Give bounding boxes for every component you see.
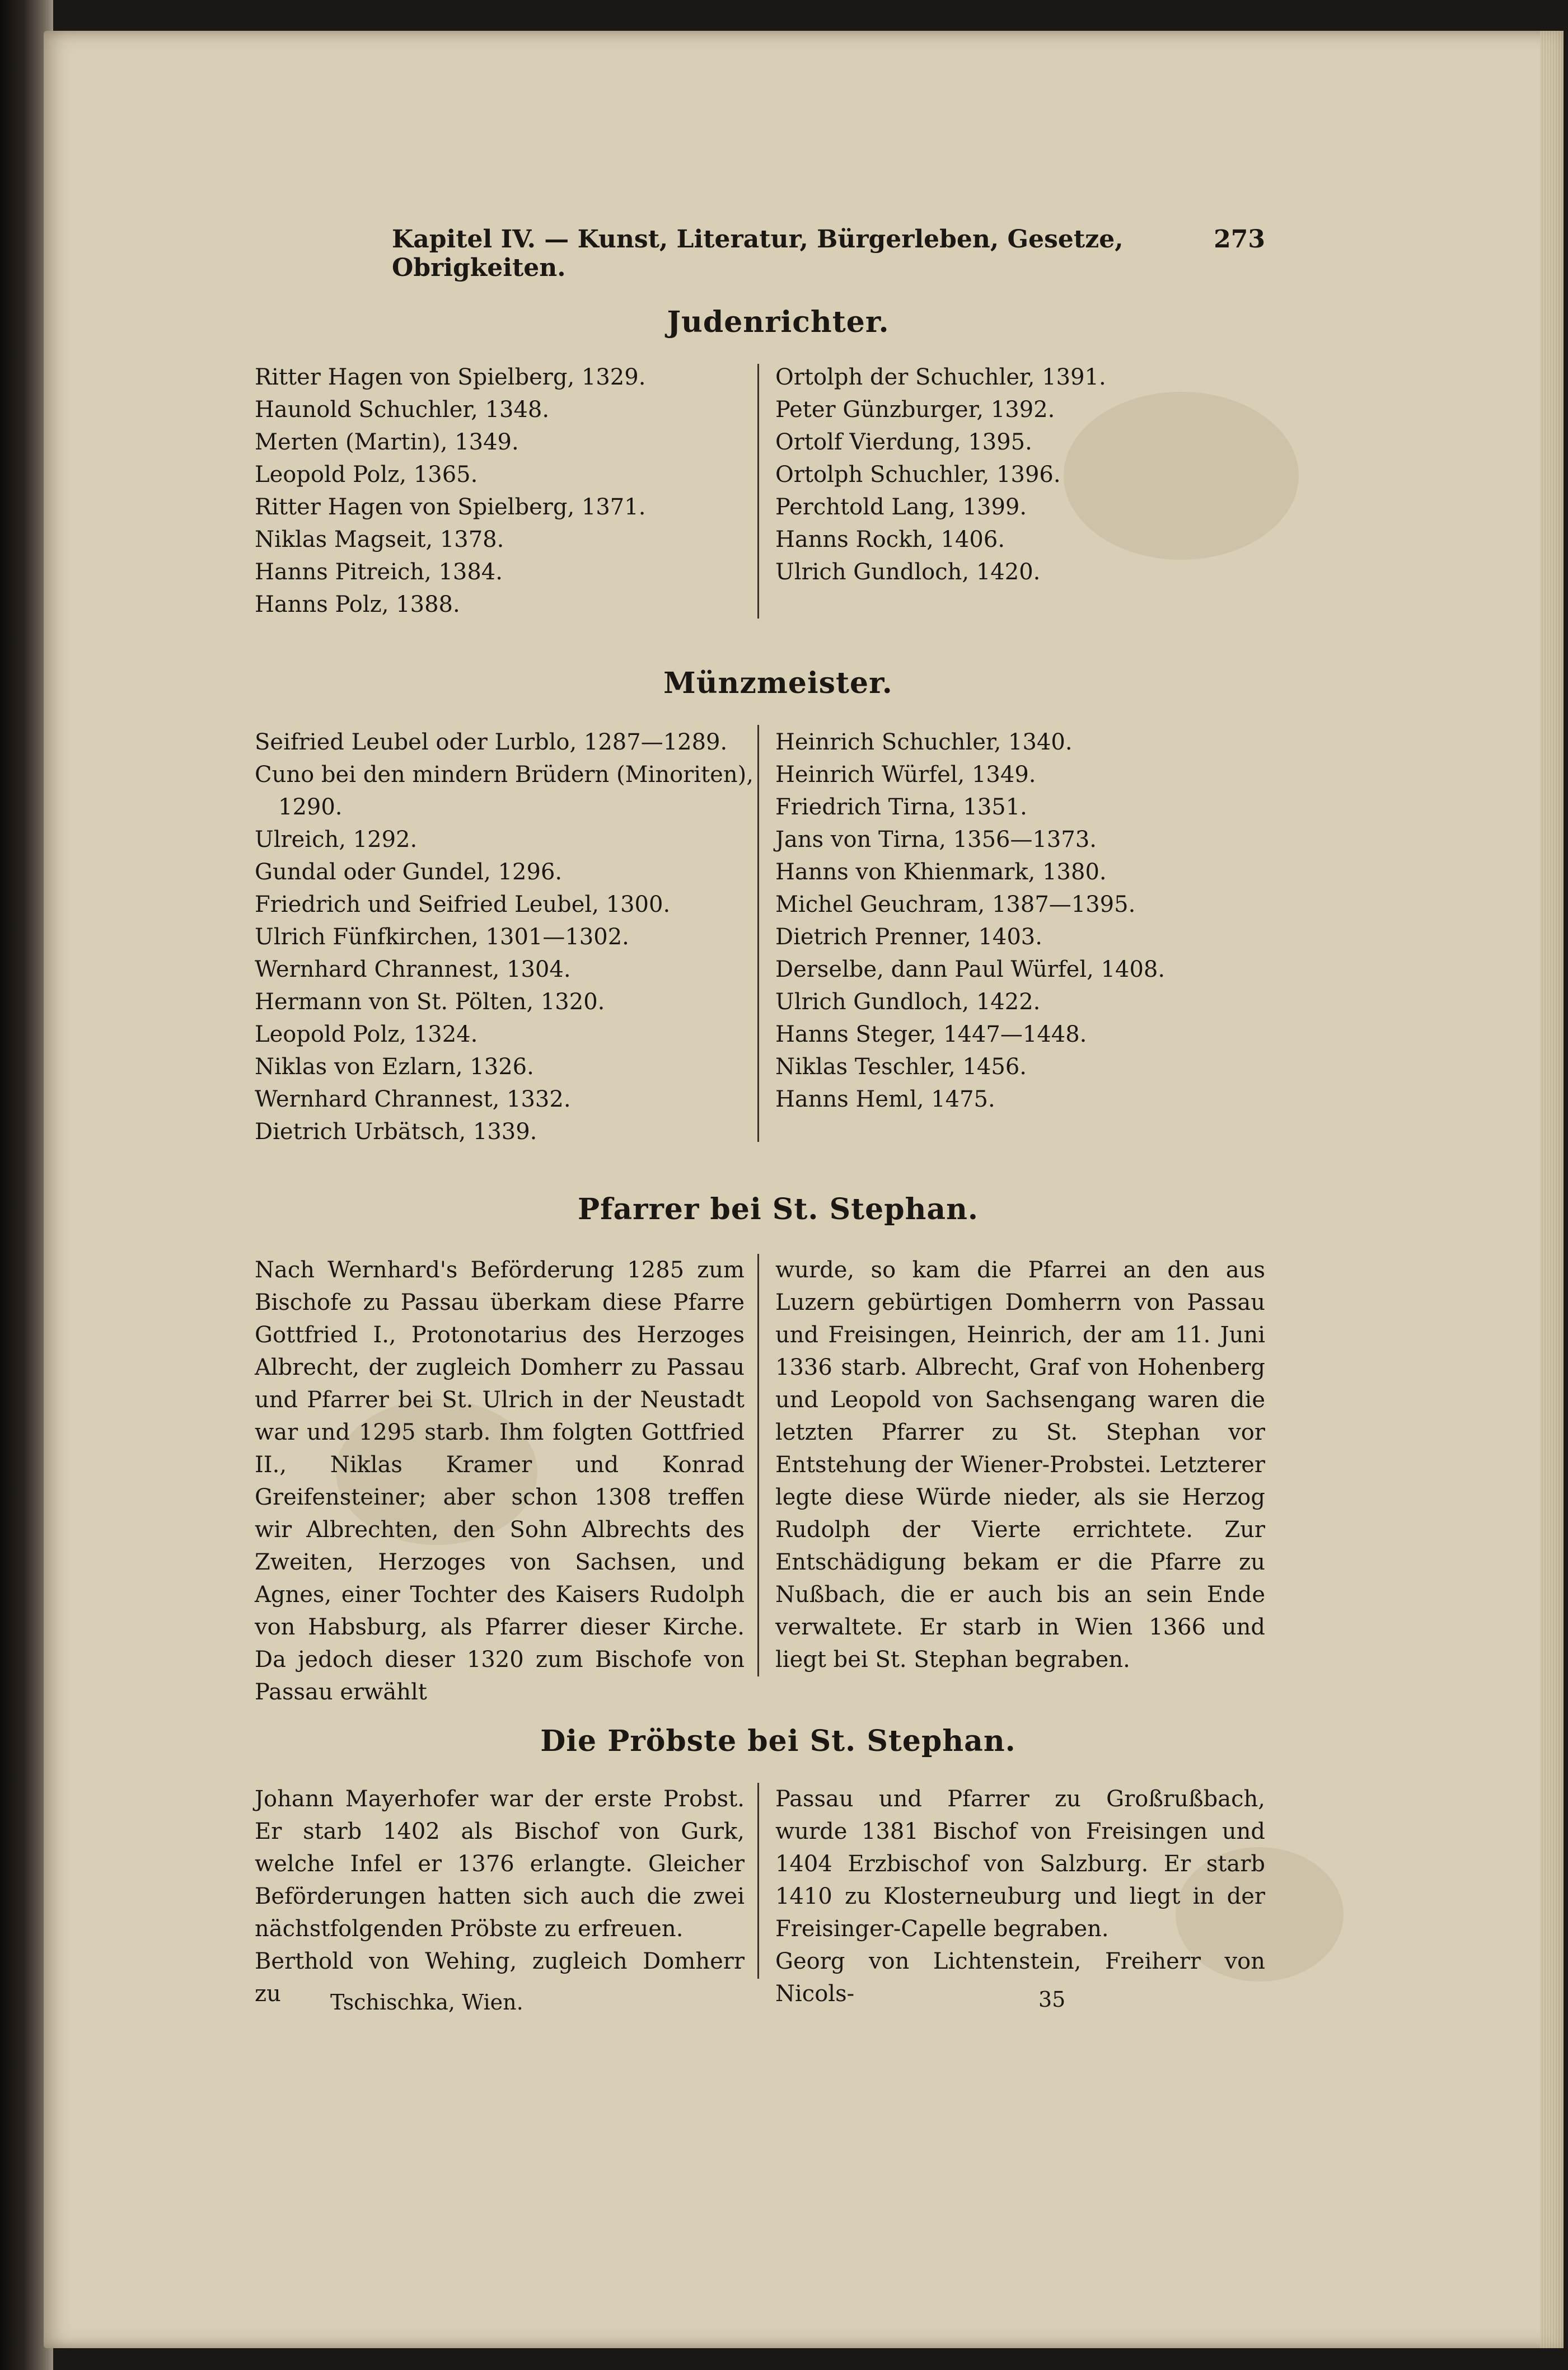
list-item: Niklas Magseit, 1378.	[255, 527, 504, 552]
list-item: Wernhard Chrannest, 1332.	[255, 1086, 571, 1112]
section-title-pfarrer: Pfarrer bei St. Stephan.	[577, 1192, 979, 1226]
proebste-right-paragraph: Passau und Pfarrer zu Großrußbach, wurde 1381 Bischof von Freisingen und 1404 Erzbischof von Salzburg. Er starb 1410 zu Klosterneuburg und liegt in der Freisinger-Capelle begraben.	[775, 1786, 1265, 1942]
signature-mark: 35	[1038, 1987, 1066, 2012]
list-item: Peter Günzburger, 1392.	[775, 397, 1055, 423]
list-item: 1290.	[278, 794, 343, 820]
list-item: Dietrich Prenner, 1403.	[775, 924, 1042, 950]
list-item: Hanns Polz, 1388.	[255, 592, 460, 617]
list-item: Derselbe, dann Paul Würfel, 1408.	[775, 957, 1166, 982]
list-item: Jans von Tirna, 1356—1373.	[775, 827, 1097, 853]
list-item: Dietrich Urbätsch, 1339.	[255, 1119, 537, 1145]
list-item: Friedrich und Seifried Leubel, 1300.	[255, 892, 671, 917]
list-item: Ulrich Fünfkirchen, 1301—1302.	[255, 924, 629, 950]
muenzmeister-right-list	[775, 726, 1268, 1116]
list-item: Hermann von St. Pölten, 1320.	[255, 989, 605, 1015]
list-item: Friedrich Tirna, 1351.	[775, 794, 1027, 820]
chapter-header: Kapitel IV. — Kunst, Literatur, Bürgerleben, Gesetze, Obrigkeiten.	[392, 225, 1124, 282]
list-item: Niklas Teschler, 1456.	[775, 1054, 1027, 1080]
judenrichter-right-list	[775, 361, 1268, 588]
pfarrer-right-paragraph: wurde, so kam die Pfarrei an den aus Luzern gebürtigen Domherrn von Passau und Freisingen, Heinrich, der am 11. Juni 1336 starb. Albrecht, Graf von Hohenberg und Leopold von Sachsengang waren die letzten Pfarrer zu St. Stephan vor Entstehung der Wiener-Probstei. Letzterer legte diese Würde nieder, als sie Herzog Rudolph der Vierte errichtete. Zur Entschädigung bekam er die Pfarre zu Nußbach, die er auch bis an sein Ende verwaltete. Er starb in Wien 1366 und liegt bei St. Stephan begraben.	[775, 1257, 1265, 1673]
list-item: Ortolph der Schuchler, 1391.	[775, 364, 1106, 390]
list-item: Niklas von Ezlarn, 1326.	[255, 1054, 534, 1080]
section-title-muenzmeister: Münzmeister.	[663, 666, 893, 700]
list-item: Ulrich Gundloch, 1422.	[775, 989, 1041, 1015]
pfarrer-left-paragraph: Nach Wernhard's Beförderung 1285 zum Bischofe zu Passau überkam diese Pfarre Gottfried I., Protonotarius des Herzoges Albrecht, der zugleich Domherr zu Passau und Pfarrer bei St. Ulrich in der Neustadt war und 1295 starb. Ihm folgten Gottfried II., Niklas Kramer und Konrad Greifensteiner; aber schon 1308 treffen wir Albrechten, den Sohn Albrechts des Zweiten, Herzoges von Sachsen, und Agnes, einer Tochter des Kaisers Rudolph von Habsburg, als Pfarrer dieser Kirche. Da jedoch dieser 1320 zum Bischofe von Passau erwählt	[255, 1257, 745, 1705]
list-item: Leopold Polz, 1324.	[255, 1022, 478, 1047]
proebste-right-paragraph-2: Georg von Lichtenstein, Freiherr von Nicols-	[775, 1949, 1265, 2007]
list-item: Ulrich Gundloch, 1420.	[775, 559, 1041, 585]
muenzmeister-left-list	[255, 726, 753, 1148]
column-rule	[757, 725, 759, 1142]
list-item: Seifried Leubel oder Lurblo, 1287—1289.	[255, 729, 728, 755]
list-item: Heinrich Würfel, 1349.	[775, 762, 1036, 788]
section-title-judenrichter: Judenrichter.	[667, 305, 890, 339]
list-item: Wernhard Chrannest, 1304.	[255, 957, 571, 982]
list-item: Leopold Polz, 1365.	[255, 462, 478, 488]
list-item: Hanns Steger, 1447—1448.	[775, 1022, 1087, 1047]
list-item: Perchtold Lang, 1399.	[775, 494, 1027, 520]
page-number: 273	[1214, 225, 1265, 254]
column-rule	[757, 1254, 759, 1676]
list-item: Cuno bei den mindern Brüdern (Minoriten),	[255, 762, 753, 788]
list-item: Ortolf Vierdung, 1395.	[775, 429, 1032, 455]
page-edge	[1540, 31, 1564, 2348]
column-rule	[757, 1783, 759, 1979]
list-item: Gundal oder Gundel, 1296.	[255, 859, 563, 885]
list-item: Hanns von Khienmark, 1380.	[775, 859, 1107, 885]
list-item: Merten (Martin), 1349.	[255, 429, 519, 455]
list-item: Ulreich, 1292.	[255, 827, 418, 853]
list-item: Ritter Hagen von Spielberg, 1329.	[255, 364, 646, 390]
list-item: Hanns Heml, 1475.	[775, 1086, 995, 1112]
proebste-left-paragraph-2: Berthold von Wehing, zugleich Domherr zu	[255, 1949, 745, 2007]
judenrichter-left-list	[255, 361, 747, 621]
footer-author: Tschischka, Wien.	[330, 1990, 523, 2015]
list-item: Ritter Hagen von Spielberg, 1371.	[255, 494, 646, 520]
column-rule	[757, 364, 759, 619]
list-item: Haunold Schuchler, 1348.	[255, 397, 550, 423]
list-item: Hanns Rockh, 1406.	[775, 527, 1005, 552]
list-item: Michel Geuchram, 1387—1395.	[775, 892, 1136, 917]
list-item: Hanns Pitreich, 1384.	[255, 559, 503, 585]
section-title-proebste: Die Pröbste bei St. Stephan.	[540, 1724, 1016, 1758]
list-item: Heinrich Schuchler, 1340.	[775, 729, 1073, 755]
running-header	[392, 225, 1265, 282]
proebste-left-paragraph: Johann Mayerhofer war der erste Probst. Er starb 1402 als Bischof von Gurk, welche Infel er 1376 erlangte. Gleicher Beförderungen hatten sich auch die zwei nächstfolgenden Pröbste zu erfreuen.	[255, 1786, 745, 1942]
list-item: Ortolph Schuchler, 1396.	[775, 462, 1061, 488]
